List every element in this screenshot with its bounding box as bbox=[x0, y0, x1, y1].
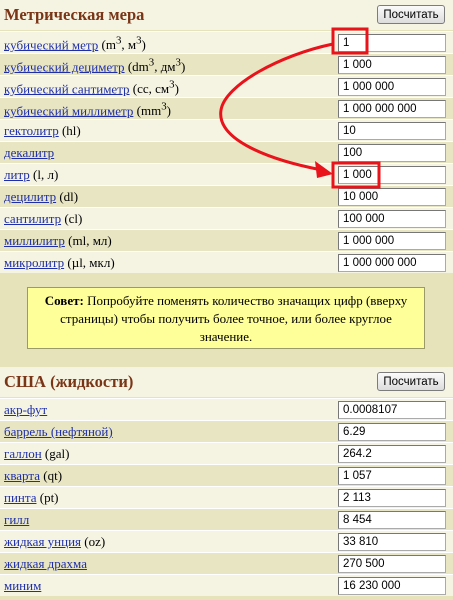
value-input-deciliter[interactable]: 10 000 bbox=[338, 188, 446, 206]
table-row bbox=[0, 398, 453, 420]
value-input-quart[interactable]: 1 057 bbox=[338, 467, 446, 485]
value-input-hectoliter[interactable]: 10 bbox=[338, 122, 446, 140]
unit-symbol: $(mm^3)$ bbox=[133, 101, 171, 119]
value-input-acre-foot[interactable]: 0.0008107 bbox=[338, 401, 446, 419]
unit-link-centiliter[interactable]: сантилитр bbox=[4, 211, 62, 226]
value-input-cubic-decimeter[interactable]: 1 000 bbox=[338, 56, 446, 74]
unit-link-quart[interactable]: кварта bbox=[4, 468, 40, 483]
unit-link-cubic-millimeter[interactable]: кубический миллиметр bbox=[4, 103, 134, 119]
unit-link-cubic-centimeter[interactable]: кубический сантиметр bbox=[4, 81, 130, 97]
unit-link-decaliter[interactable]: декалитр bbox=[4, 145, 55, 160]
unit-link-hectoliter[interactable]: гектолитр bbox=[4, 123, 59, 138]
unit-link-pint[interactable]: пинта bbox=[4, 490, 37, 505]
value-input-liter[interactable]: 1 000 bbox=[338, 166, 446, 184]
unit-link-fluid-ounce[interactable]: жидкая унция bbox=[4, 534, 82, 549]
table-row bbox=[0, 420, 453, 442]
metric-section-header bbox=[0, 0, 453, 30]
value-input-cubic-millimeter[interactable]: 1 000 000 000 bbox=[338, 100, 446, 118]
us-section-header bbox=[0, 367, 453, 397]
table-row bbox=[0, 53, 453, 75]
value-input-microliter[interactable]: 1 000 000 000 bbox=[338, 254, 446, 272]
metric-section-title: Метрическая мера bbox=[4, 5, 145, 24]
value-input-barrel[interactable]: 6.29 bbox=[338, 423, 446, 441]
us-section-title: США (жидкости) bbox=[4, 372, 134, 391]
value-input-cubic-centimeter[interactable]: 1 000 000 bbox=[338, 78, 446, 96]
value-input-gill[interactable]: 8 454 bbox=[338, 511, 446, 529]
unit-link-microliter[interactable]: микролитр bbox=[4, 255, 65, 270]
value-input-pint[interactable]: 2 113 bbox=[338, 489, 446, 507]
table-row bbox=[0, 185, 453, 207]
unit-symbol: ($m^3$, $м^3$) bbox=[98, 35, 146, 53]
unit-link-gallon[interactable]: галлон bbox=[4, 446, 42, 461]
metric-calculate-button[interactable]: Посчитать bbox=[377, 5, 445, 24]
unit-link-milliliter[interactable]: миллилитр bbox=[4, 233, 65, 248]
unit-link-barrel[interactable]: баррель (нефтяной) bbox=[4, 424, 113, 439]
table-row bbox=[0, 442, 453, 464]
table-row bbox=[0, 75, 453, 97]
unit-link-acre-foot[interactable]: акр-фут bbox=[4, 402, 48, 417]
us-calculate-button[interactable]: Посчитать bbox=[377, 372, 445, 391]
unit-link-deciliter[interactable]: децилитр bbox=[4, 189, 57, 204]
unit-link-gill[interactable]: гилл bbox=[4, 512, 30, 527]
table-row bbox=[0, 119, 453, 141]
table-row bbox=[0, 464, 453, 486]
table-row bbox=[0, 508, 453, 530]
unit-link-cubic-meter[interactable]: кубический метр bbox=[4, 37, 99, 53]
table-row bbox=[0, 251, 453, 273]
value-input-fluid-ounce[interactable]: 33 810 bbox=[338, 533, 446, 551]
unit-symbol: (l, л) bbox=[29, 167, 59, 182]
unit-symbol: (cl) bbox=[61, 211, 83, 226]
value-input-milliliter[interactable]: 1 000 000 bbox=[338, 232, 446, 250]
unit-link-minim[interactable]: миним bbox=[4, 578, 42, 593]
tip-area bbox=[0, 279, 453, 357]
table-row bbox=[0, 207, 453, 229]
value-input-centiliter[interactable]: 100 000 bbox=[338, 210, 446, 228]
unit-link-cubic-decimeter[interactable]: кубический дециметр bbox=[4, 59, 125, 75]
unit-symbol: (qt) bbox=[40, 468, 63, 483]
unit-symbol: (pt) bbox=[36, 490, 59, 505]
value-input-minim[interactable]: 16 230 000 bbox=[338, 577, 446, 595]
value-input-fluid-dram[interactable]: 270 500 bbox=[338, 555, 446, 573]
unit-symbol: (cc, $см^3$) bbox=[129, 79, 179, 97]
unit-symbol: (ml, мл) bbox=[64, 233, 112, 248]
table-row bbox=[0, 141, 453, 163]
unit-link-fluid-dram[interactable]: жидкая драхма bbox=[4, 556, 87, 571]
unit-symbol: (hl) bbox=[58, 123, 81, 138]
value-input-gallon[interactable]: 264.2 bbox=[338, 445, 446, 463]
unit-symbol: (gal) bbox=[41, 446, 70, 461]
unit-symbol: (dl) bbox=[56, 189, 79, 204]
unit-symbol: ($dm^3$, $дм^3$) bbox=[124, 57, 186, 75]
tip-text: Попробуйте поменять количество значащих цифр (вверху страницы) чтобы получить более точное, или более круглое значение. bbox=[60, 293, 408, 344]
unit-link-liter[interactable]: литр bbox=[4, 167, 30, 182]
table-row bbox=[0, 229, 453, 251]
unit-symbol: (µl, мкл) bbox=[64, 255, 115, 270]
value-input-cubic-meter[interactable]: 1 bbox=[338, 34, 446, 52]
value-input-decaliter[interactable]: 100 bbox=[338, 144, 446, 162]
table-row bbox=[0, 163, 453, 185]
tip-box bbox=[27, 287, 425, 349]
table-row bbox=[0, 530, 453, 552]
tip-label: Совет: bbox=[44, 293, 84, 308]
table-row bbox=[0, 31, 453, 53]
table-row bbox=[0, 486, 453, 508]
table-row bbox=[0, 552, 453, 574]
table-row bbox=[0, 574, 453, 596]
table-row bbox=[0, 97, 453, 119]
unit-symbol: (oz) bbox=[81, 534, 106, 549]
